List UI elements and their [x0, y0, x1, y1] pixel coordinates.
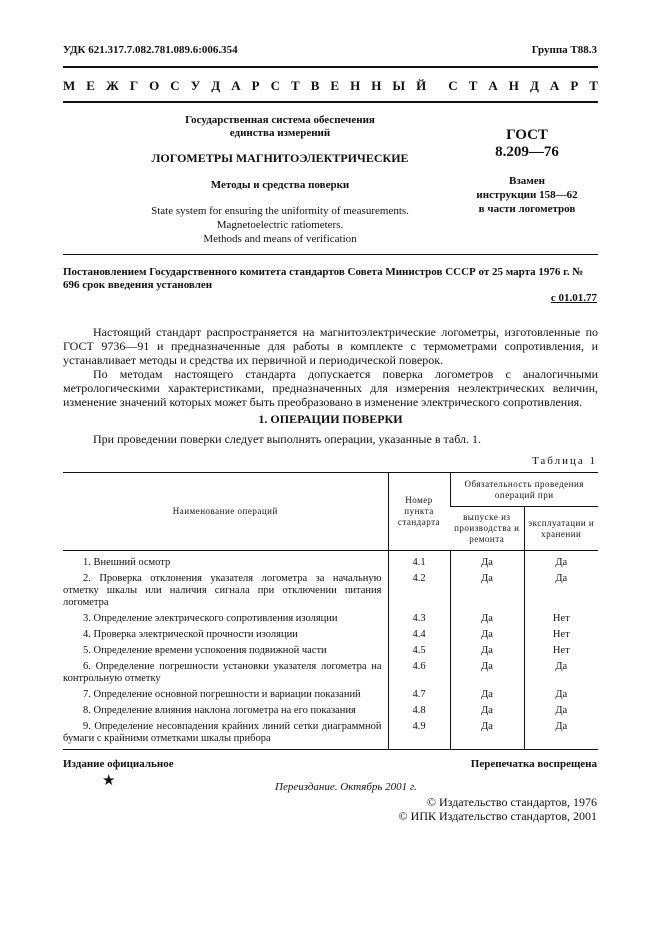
- release-repair-value: Да: [481, 645, 493, 656]
- interstate-standard-banner: [63, 78, 598, 94]
- decree-rule: [63, 254, 598, 255]
- banner-letter: Е: [86, 78, 95, 93]
- section-title: 1. ОПЕРАЦИИ ПОВЕРКИ: [258, 412, 403, 426]
- star-icon: ★: [102, 773, 116, 789]
- copyright-2001: © ИПК Издательство стандартов, 2001: [398, 809, 597, 823]
- clause-number: 4.9: [412, 721, 426, 732]
- service-storage-value: Да: [555, 689, 568, 700]
- english-line-3: Methods and means of verification: [203, 233, 357, 245]
- operation-name: 3. Определение электрического сопротивления изоляции: [83, 613, 338, 624]
- clause-number: 4.3: [412, 613, 426, 624]
- table-row: [63, 645, 598, 661]
- group-code: Группа Т88.3: [531, 44, 597, 56]
- banner-letter: Н: [508, 78, 519, 93]
- banner-letter: С: [170, 78, 180, 93]
- banner-letter: Е: [330, 78, 340, 93]
- reissue-note: Переиздание. Октябрь 2001 г.: [275, 781, 417, 793]
- service-storage-value: Да: [555, 721, 568, 732]
- operation-name: 1. Внешний осмотр: [83, 557, 171, 568]
- service-storage-value: Да: [555, 661, 568, 672]
- operation-name: 5. Определение времени успокоения подвижной части: [83, 645, 327, 656]
- document-subtitle: Методы и средства поверки: [210, 179, 350, 191]
- banner-letter: Й: [416, 78, 427, 93]
- gost-designation: [452, 127, 602, 161]
- banner-letter: С: [448, 78, 458, 93]
- banner-letter: Р: [570, 78, 579, 93]
- header-clause-number: Номер пункта стандарта: [388, 473, 450, 551]
- banner-letter: У: [190, 78, 201, 93]
- operation-name: 6. Определение погрешности установки указателя логометра на контрольную отметку: [63, 661, 382, 684]
- table-row: [63, 629, 598, 645]
- table-row: [63, 661, 598, 689]
- banner-letter: Д: [211, 78, 221, 93]
- table-row: [63, 613, 598, 629]
- system-line-2: единства измерений: [229, 127, 331, 139]
- banner-letter: А: [231, 78, 241, 93]
- release-repair-value: Да: [481, 613, 493, 624]
- banner-letter: С: [270, 78, 280, 93]
- service-storage-value: Нет: [552, 613, 570, 624]
- table-caption: Таблица 1: [531, 455, 597, 467]
- release-repair-value: Да: [481, 629, 493, 640]
- gost-number: 8.209—76: [495, 144, 559, 160]
- operation-name: 8. Определение влияния наклона логометра на его показания: [83, 705, 356, 716]
- banner-letter: Т: [589, 78, 598, 93]
- clause-number: 4.6: [412, 661, 426, 672]
- system-title: [110, 114, 450, 140]
- banner-letter: В: [310, 78, 320, 93]
- release-repair-value: Да: [481, 721, 493, 732]
- clause-number: 4.1: [412, 557, 426, 568]
- operation-name: 2. Проверка отклонения указателя логометра за начальную отметку шкалы или наличия сигнала при отключении питания логометра: [63, 573, 382, 608]
- service-storage-value: Нет: [552, 645, 570, 656]
- replace-line-3: в части логометров: [478, 203, 576, 215]
- banner-letter: О: [149, 78, 160, 93]
- table-row: [63, 573, 598, 613]
- banner-letter: Т: [291, 78, 300, 93]
- replace-line-2: инструкции 158—62: [476, 189, 578, 201]
- table-row: [63, 705, 598, 721]
- banner-letter: Г: [129, 78, 139, 93]
- banner-letter: А: [549, 78, 560, 93]
- banner-letter: Р: [251, 78, 260, 93]
- service-storage-value: Да: [555, 573, 568, 584]
- table-row: [63, 721, 598, 750]
- clause-number: 4.2: [412, 573, 426, 584]
- official-edition: Издание официальное: [63, 758, 174, 770]
- banner-letter: Т: [468, 78, 478, 93]
- banner-letter: Н: [371, 78, 382, 93]
- banner-rule: [63, 101, 598, 103]
- reprint-prohibited: Перепечатка воспрещена: [470, 758, 597, 770]
- paragraph-scope: Настоящий стандарт распространяется на магнитоэлектрические логометры, изготовленные по ГОСТ 9736—91 и предназначенные для работы в комплекте с термометрами сопротивления, и устанавливает методы и средства их первичной и периодической поверок.: [63, 325, 598, 367]
- operations-table-body: [63, 551, 598, 750]
- banner-letter: Ж: [105, 78, 119, 93]
- banner-letter: А: [488, 78, 498, 93]
- header-obligation: Обязательность проведения операций при: [450, 473, 598, 507]
- table-row: [63, 689, 598, 705]
- service-storage-value: Нет: [552, 629, 570, 640]
- release-repair-value: Да: [481, 661, 493, 672]
- udk-code: УДК 621.317.7.082.781.089.6:006.354: [63, 44, 238, 56]
- operations-table: [63, 472, 598, 750]
- top-rule: [63, 66, 598, 68]
- table-row: [63, 551, 598, 574]
- header-service-storage: эксплуатации и хранении: [524, 507, 598, 551]
- english-title: [110, 204, 450, 246]
- operation-name: 4. Проверка электрической прочности изоляции: [83, 629, 298, 640]
- service-storage-value: Да: [555, 557, 568, 568]
- system-line-1: Государственная система обеспечения: [185, 114, 375, 126]
- paragraph-operations: При проведении поверки следует выполнять операции, указанные в табл. 1.: [93, 432, 481, 446]
- banner-letter: М: [63, 78, 76, 93]
- clause-number: 4.4: [412, 629, 426, 640]
- english-line-1: State system for ensuring the uniformity of measurements.: [151, 205, 409, 217]
- release-repair-value: Да: [481, 689, 493, 700]
- operation-name: 7. Определение основной погрешности и вариации показаний: [83, 689, 361, 700]
- header-release-repair: выпуске из производства и ремонта: [450, 507, 524, 551]
- banner-letter: Д: [529, 78, 539, 93]
- banner-letter: Ы: [392, 78, 406, 93]
- header-operation-name: Наименование операций: [63, 473, 388, 551]
- paragraph-applicability: По методам настоящего стандарта допускается поверка логометров с аналогичными метрологическими характеристиками, предназначенных для измерения неэлектрических величин, изменение значений которых может быть преобразовано в изменение электрического сопротивления.: [63, 367, 598, 409]
- release-repair-value: Да: [481, 573, 493, 584]
- decree-text: Постановлением Государственного комитета стандартов Совета Министров СССР от 25 марта 1976 г. № 696 срок введения установлен: [63, 266, 584, 291]
- document-title: ЛОГОМЕТРЫ МАГНИТОЭЛЕКТРИЧЕСКИЕ: [151, 151, 409, 165]
- operation-name: 9. Определение несовпадения крайних линий сетки диаграммной бумаги с крайними отметками шкалы прибора: [63, 721, 382, 744]
- release-repair-value: Да: [481, 705, 493, 716]
- gost-label: ГОСТ: [506, 127, 548, 143]
- replacement-note: [452, 174, 602, 216]
- service-storage-value: Да: [555, 705, 568, 716]
- release-repair-value: Да: [481, 557, 493, 568]
- clause-number: 4.8: [412, 705, 426, 716]
- clause-number: 4.7: [412, 689, 426, 700]
- clause-number: 4.5: [412, 645, 426, 656]
- english-line-2: Magnetoelectric ratiometers.: [216, 219, 344, 231]
- banner-letter: Н: [350, 78, 361, 93]
- copyright-1976: © Издательство стандартов, 1976: [426, 795, 597, 809]
- replace-line-1: Взамен: [509, 175, 545, 187]
- effective-date: с 01.01.77: [550, 292, 597, 304]
